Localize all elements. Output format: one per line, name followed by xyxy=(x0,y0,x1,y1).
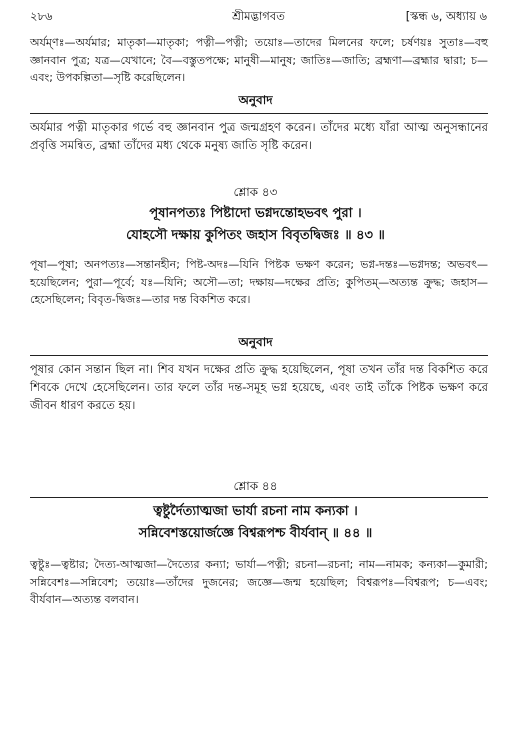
verse-heading-44: শ্লোক ৪৪ xyxy=(233,479,278,493)
translation-43: পূষার কোন সন্তান ছিল না। শিব যখন দক্ষের প্রতি ক্রুদ্ধ হয়েছিলেন, পূষা তখন তাঁর দন্ত বিকশিত করে শিবকে দেখে হেসেছিলেন। তার ফলে তাঁর দন্ত-সমূহ ভগ্ন হয়েছে, এবং তাই তাঁকে পিষ্টক ভক্ষণ করে জীবন ধারণ করতে হয়। xyxy=(30,362,488,412)
translation-42: অর্যমার পত্নী মাতৃকার গর্ভে বহু জ্ঞানবান পুত্র জন্মগ্রহণ করেন। তাঁদের মধ্যে যাঁরা আত্ম অনুসন্ধানের প্রবৃত্তি সমন্বিত, ব্রহ্মা তাঁদের মধ্য থেকে মনুষ্য জাতি সৃষ্টি করেন। xyxy=(30,120,488,152)
verse-43-line-2: যোহসৌ দক্ষায় কুপিতং জহাস বিবৃতদ্বিজঃ ॥ ৪৩ ॥ xyxy=(126,228,385,243)
divider xyxy=(30,355,488,356)
divider xyxy=(30,113,488,114)
verse-heading-43: শ্লোক ৪৩ xyxy=(233,185,278,199)
translation-heading: অনুবাদ xyxy=(238,335,273,349)
synonyms-43: পূষা—পূষা; অনপত্যঃ—সন্তানহীন; পিষ্ট-অদঃ—যিনি পিষ্টক ভক্ষণ করেন; ভগ্ন-দন্তঃ—ভগ্নদন্ত; অভবৎ—হয়েছিলেন; পুরা—পূর্বে; যঃ—যিনি; অসৌ—তা; দক্ষায়—দক্ষের প্রতি; কুপিতম্—অত্যন্ত ক্রুদ্ধ; জহাস—হেসেছিলেন; বিবৃত-দ্বিজঃ—তার দন্ত বিকশিত করে। xyxy=(30,258,488,306)
synonyms-42: অর্যম্ণঃ—অর্যমার; মাতৃকা—মাতৃকা; পত্নী—পত্নী; তয়োঃ—তাদের মিলনের ফলে; চর্ষণয়ঃ সুতাঃ—বহু জ্ঞানবান পুত্র; যত্র—যেখানে; বৈ—বস্তুতপক্ষে; মানুষী—মানুষ; জাতিঃ—জাতি; ব্রহ্মণা—ব্রহ্মার দ্বারা; চ—এবং; উপকল্পিতা—সৃষ্টি করেছিলেন। xyxy=(30,36,488,84)
chapter-reference: [স্কন্ধ ৬, অধ্যায় ৬ xyxy=(405,9,487,23)
divider xyxy=(30,497,488,498)
synonyms-44: ত্বষ্টুঃ—ত্বষ্টার; দৈত্য-আত্মজা—দৈত্যের কন্যা; ভার্যা—পত্নী; রচনা—রচনা; নাম—নামক; কন্যকা—কুমারী; সন্নিবেশঃ—সন্নিবেশ; তয়োঃ—তাঁদের দুজনের; জজ্ঞে—জন্ম হয়েছিল; বিশ্বরূপঃ—বিশ্বরূপ; চ—এবং; বীর্যবান—অত্যন্ত বলবান। xyxy=(30,558,488,606)
page-number: ২৮৬ xyxy=(30,9,53,23)
book-title: শ্রীমদ্ভাগবত xyxy=(232,9,285,23)
running-header xyxy=(30,8,487,26)
translation-heading: অনুবাদ xyxy=(238,93,273,107)
verse-43-line-1: পূষানপত্যঃ পিষ্টাদো ভগ্নদন্তোহভবৎ পুরা । xyxy=(149,206,362,221)
verse-44-line-1: ত্বষ্টুর্দৈত্যাত্মজা ভার্যা রচনা নাম কন্যকা । xyxy=(153,504,358,519)
verse-44-line-2: সন্নিবেশস্তয়োর্জজ্ঞে বিশ্বরূপশ্চ বীর্যবান্ ॥ ৪৪ ॥ xyxy=(138,526,373,541)
